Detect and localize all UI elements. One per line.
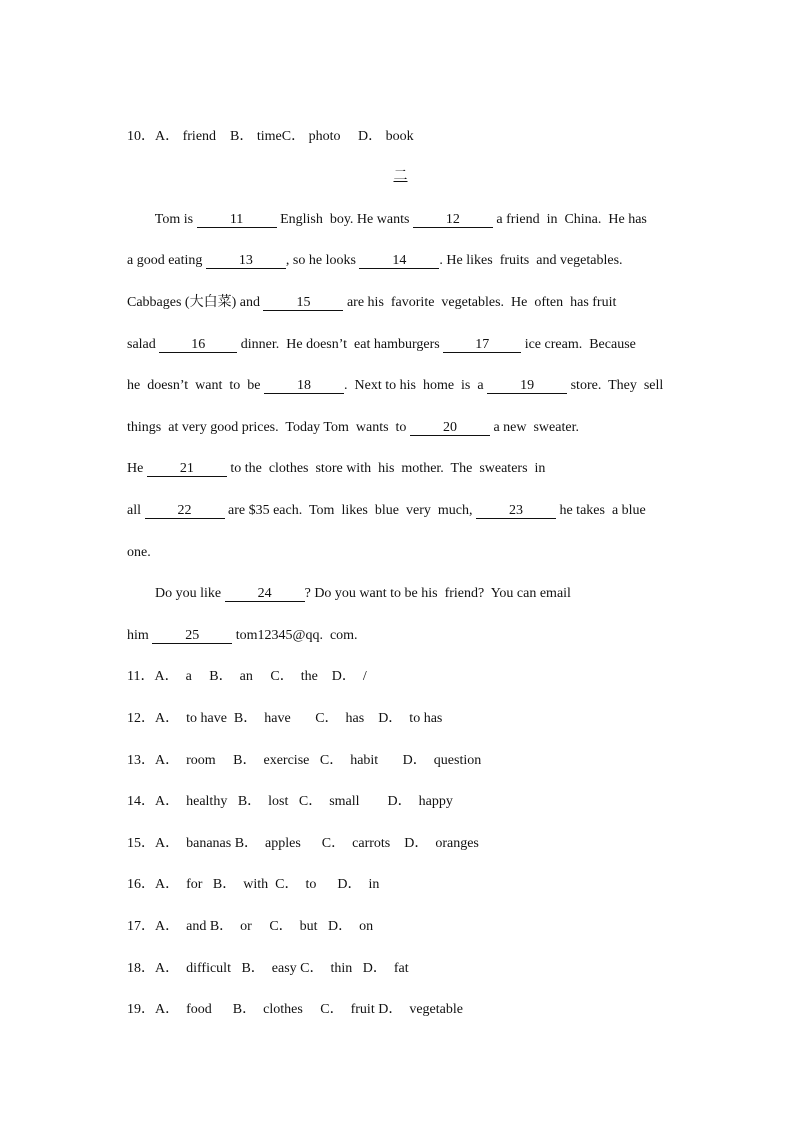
passage-text: Cabbages (大白菜) and [127, 295, 264, 310]
question-12 [120, 692, 442, 728]
question-number: 14． [127, 794, 155, 809]
question-10 [120, 110, 414, 146]
option-a: A． friend [155, 129, 217, 144]
passage-text: salad [127, 337, 160, 352]
question-number: 11． [127, 669, 155, 684]
option-c: C． photo [281, 129, 341, 144]
blank-22: 22 [145, 503, 225, 519]
passage-text: He [127, 461, 147, 476]
blank-12: 12 [413, 212, 493, 228]
question-19 [120, 983, 463, 1019]
passage-line-4 [120, 318, 636, 354]
passage-text: , so he looks [285, 253, 360, 268]
question-options: A． a B． an C． the D． / [154, 669, 367, 684]
passage-text: dinner. He doesn’t eat hamburgers [237, 337, 444, 352]
section-title [0, 150, 794, 186]
blank-19: 19 [487, 378, 567, 394]
blank-11: 11 [197, 212, 277, 228]
passage-text: . He likes fruits and vegetables. [439, 253, 623, 268]
blank-25: 25 [152, 628, 232, 644]
blank-18: 18 [264, 378, 344, 394]
passage-text: are $35 each. Tom likes blue very much, [224, 503, 476, 518]
question-options: A． and B． or C． but D． on [155, 919, 374, 934]
blank-24: 24 [225, 586, 305, 602]
passage-text: he doesn’t want to be [127, 378, 264, 393]
question-number: 19． [127, 1002, 155, 1017]
blank-17: 17 [443, 337, 521, 353]
passage-line-9 [120, 526, 151, 562]
question-number: 15． [127, 836, 155, 851]
question-number: 16． [127, 877, 155, 892]
question-14 [120, 775, 453, 811]
passage-line-11 [120, 609, 358, 645]
question-15 [120, 817, 479, 853]
blank-13: 13 [206, 253, 286, 269]
option-d: D． book [358, 129, 414, 144]
passage-line-10 [148, 567, 571, 603]
passage-text: Tom is [154, 212, 197, 227]
option-b: B． time [230, 129, 282, 144]
passage-text: he takes a blue [555, 503, 646, 518]
question-number: 17． [127, 919, 155, 934]
passage-text: one. [127, 545, 151, 560]
question-13 [120, 734, 481, 770]
question-16 [120, 858, 379, 894]
question-17 [120, 900, 373, 936]
passage-text: a friend in China. He has [492, 212, 647, 227]
passage-line-6 [120, 401, 579, 437]
question-options: A． room B． exercise C． habit D． question [155, 753, 482, 768]
passage-text: a good eating [127, 253, 206, 268]
question-18 [120, 942, 409, 978]
passage-line-2 [120, 234, 623, 270]
passage-text: a new sweater. [489, 420, 579, 435]
passage-line-8 [120, 484, 646, 520]
passage-text: ice cream. Because [521, 337, 636, 352]
blank-14: 14 [359, 253, 439, 269]
passage-text: him [127, 628, 153, 643]
question-options: A． for B． with C． to D． in [155, 877, 380, 892]
question-options: A． food B． clothes C． fruit D． vegetable [155, 1002, 463, 1017]
passage-text: English boy. He wants [276, 212, 413, 227]
question-11 [120, 650, 367, 686]
question-number: 13． [127, 753, 155, 768]
blank-16: 16 [159, 337, 237, 353]
passage-text: ? Do you want to be his friend? You can email [304, 586, 571, 601]
question-options: A． difficult B． easy C． thin D． fat [155, 961, 409, 976]
question-number: 12． [127, 711, 155, 726]
question-options: A． bananas B． apples C． carrots D． oranges [155, 836, 479, 851]
passage-text: to the clothes store with his mother. The sweaters in [226, 461, 546, 476]
blank-15: 15 [263, 295, 343, 311]
blank-21: 21 [147, 461, 227, 477]
passage-line-1 [148, 193, 647, 229]
question-number: 18． [127, 961, 155, 976]
blank-23: 23 [476, 503, 556, 519]
question-options: A． to have B． have C． has D． to has [155, 711, 443, 726]
passage-text: all [127, 503, 145, 518]
blank-20: 20 [410, 420, 490, 436]
passage-line-5 [120, 359, 663, 395]
passage-text: are his favorite vegetables. He often has fruit [343, 295, 617, 310]
section-title-text: 二 [393, 169, 408, 184]
passage-text: things at very good prices. Today Tom wants to [127, 420, 410, 435]
passage-text: tom12345@qq. com. [232, 628, 358, 643]
passage-text: . Next to his home is a [344, 378, 488, 393]
passage-text: Do you like [155, 586, 225, 601]
passage-text: store. They sell [567, 378, 664, 393]
passage-line-3 [120, 276, 616, 312]
passage-line-7 [120, 442, 545, 478]
question-number: 10． [127, 129, 155, 144]
question-options: A． healthy B． lost C． small D． happy [155, 794, 453, 809]
